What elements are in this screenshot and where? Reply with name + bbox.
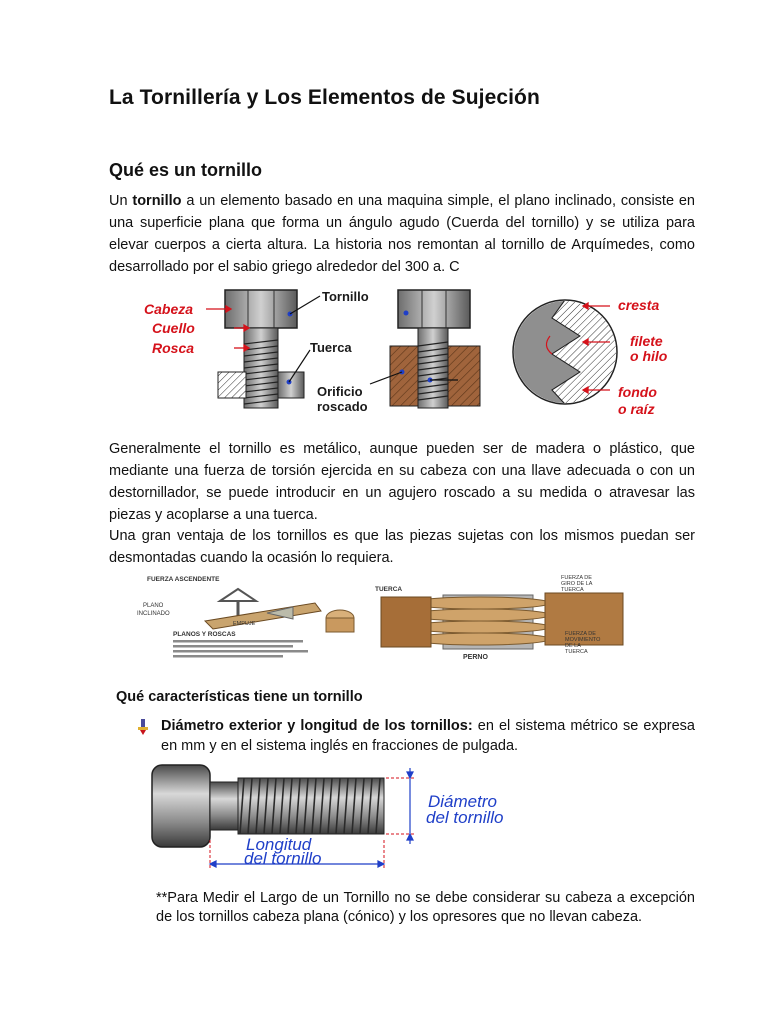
bullet-bold-term: Diámetro exterior y longitud de los tornillos: [161, 718, 473, 734]
inclined-plane-figure [125, 573, 635, 663]
label-roscado: roscado [317, 399, 368, 414]
label-o-raiz: o raíz [618, 401, 655, 417]
paragraph-material: Generalmente el tornillo es metálico, aunque pueden ser de madera o plástico, que mediante una fuerza de torsión ejercida en su cabeza con una llave adecuada o con un destornillador, se puede introducir en un agujero roscado a su medida o atravesar las piezas y acoplarse a una tuerca. [109, 441, 695, 523]
label-del-tornillo-diam: del tornillo [426, 808, 504, 827]
label-inclinado: INCLINADO [137, 611, 170, 617]
section-heading-que-es: Qué es un tornillo [109, 160, 263, 180]
bolt-head-shape [225, 290, 297, 328]
label-fuerza-mov-4: TUERCA [565, 649, 588, 655]
section-heading-caracteristicas: Qué características tiene un tornillo [116, 689, 363, 705]
paragraph-text: Un [109, 193, 133, 209]
label-rosca: Rosca [152, 340, 195, 356]
label-fuerza-ascendente: FUERZA ASCENDENTE [147, 576, 220, 583]
label-o-hilo: o hilo [630, 348, 668, 364]
page-title: La Tornillería y Los Elementos de Sujeción [109, 86, 540, 109]
label-empuje: EMPUJE [233, 621, 256, 627]
label-del-tornillo-long: del tornillo [244, 849, 322, 868]
label-cabeza: Cabeza [144, 301, 194, 317]
paragraph-ventaja: Una gran ventaja de los tornillos es que las piezas sujetas con los mismos puedan ser desmontadas cuando la ocasión lo requiera. [109, 528, 695, 566]
label-orificio: Orificio [317, 384, 363, 399]
bolt-anatomy-figure [140, 284, 685, 422]
note-paragraph: **Para Medir el Largo de un Tornillo no se debe considerar su cabeza a excepción de los tornillos cabeza plana (cónico) y los opresores que no llevan cabeza. [156, 890, 695, 925]
paragraph-definition [109, 190, 695, 278]
label-tornillo: Tornillo [322, 289, 369, 304]
label-fuerza-giro-2: GIRO DE LA [561, 581, 593, 587]
label-fuerza-giro-3: TUERCA [561, 587, 584, 593]
label-planos-roscas: PLANOS Y ROSCAS [173, 631, 236, 638]
label-tuerca: Tuerca [310, 340, 352, 355]
label-fuerza-mov-2: MOVIMIENTO [565, 637, 601, 643]
label-cresta: cresta [618, 297, 660, 313]
paragraph-text: a un elemento basado en una maquina simple, el plano inclinado, consiste en una superficie plana que forma un ángulo agudo (Cuerda del tornillo) y se utiliza para elevar cuerpos a cierta altura. La historia nos remontan al tornillo de Arquímedes, como desarrollado por el sabio griego alrededor del 300 a. C [109, 193, 695, 275]
label-filete: filete [630, 333, 663, 349]
label-tuerca-fig2: TUERCA [375, 586, 403, 593]
label-diametro: Diámetro [428, 792, 497, 811]
label-fuerza-mov-1: FUERZA DE [565, 631, 596, 637]
bolt-dimensions-figure [150, 760, 555, 872]
label-fuerza-giro-1: FUERZA DE [561, 575, 592, 581]
label-longitud: Longitud [246, 835, 312, 854]
label-perno: PERNO [463, 654, 488, 661]
bullet-body: en el sistema métrico se expresa en mm y en el sistema inglés en fracciones de pulgada. [161, 718, 696, 754]
label-plano: PLANO [143, 603, 164, 609]
label-fuerza-mov-3: DE LA [565, 643, 581, 649]
bullet-text [161, 716, 695, 756]
bold-term: tornillo [132, 193, 182, 209]
screwdriver-bullet-icon [136, 719, 150, 735]
bolt-head-side [152, 765, 210, 847]
label-fondo: fondo [618, 384, 657, 400]
label-cuello: Cuello [152, 320, 195, 336]
